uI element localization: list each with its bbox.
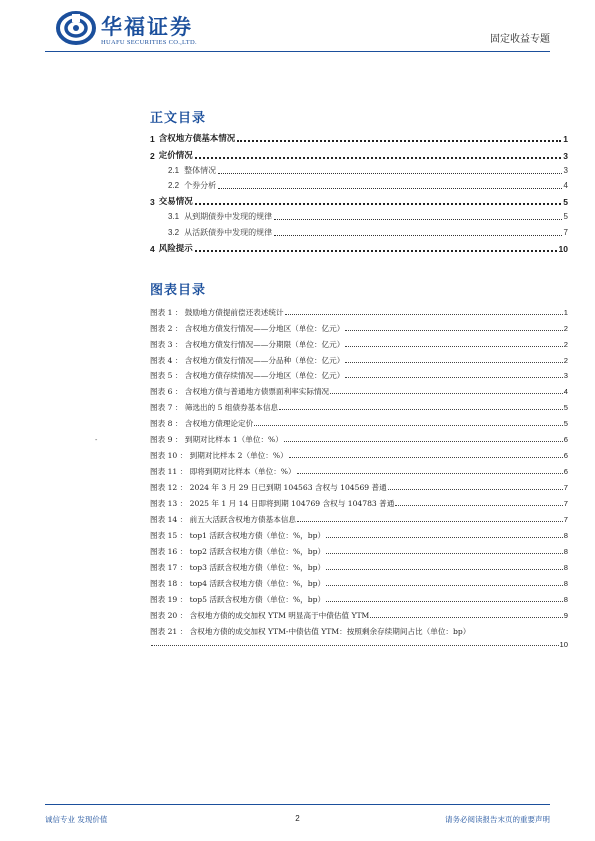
dot-leader	[195, 203, 562, 205]
dot-leader	[274, 235, 561, 236]
toc-item[interactable]	[168, 209, 568, 223]
dot-leader	[330, 393, 563, 394]
huafu-logo-icon	[56, 10, 96, 46]
toc-item-text: 定价情况	[158, 151, 193, 161]
dot-leader	[345, 362, 562, 363]
toc-item[interactable]	[150, 241, 568, 255]
toc-item-page: 4	[563, 181, 568, 190]
figure-item[interactable]	[150, 575, 568, 589]
figure-item-label: 图表 16 ： top2 活跃含权地方债（单位：%，bp）	[150, 547, 326, 556]
page-header	[0, 0, 595, 60]
figure-item-page: 7	[563, 515, 568, 524]
toc-item[interactable]	[168, 163, 568, 177]
dot-leader	[345, 377, 562, 378]
toc-title: 正文目录	[150, 111, 207, 126]
dot-leader	[345, 346, 562, 347]
figure-item-label: 图表 17 ： top3 活跃含权地方债（单位：%，bp）	[150, 563, 326, 572]
toc-item-text: 风险提示	[158, 244, 193, 254]
figure-item-label: 图表 4 ： 含权地方债发行情况——分品种（单位：亿元）	[150, 356, 345, 365]
figure-item[interactable]	[150, 623, 568, 637]
toc-item[interactable]	[150, 131, 568, 145]
figure-item-continuation	[150, 637, 568, 649]
dot-leader	[345, 330, 562, 331]
dot-leader	[326, 569, 563, 570]
toc-item-page: 3	[563, 151, 568, 161]
figure-item-page: 10	[559, 640, 568, 649]
figure-item-page: 4	[563, 387, 568, 396]
toc-item-number: 1	[150, 134, 155, 144]
footer-disclaimer: 请务必阅读报告末页的重要声明	[445, 815, 550, 824]
figure-item[interactable]	[150, 304, 568, 318]
figure-item-label: 图表 1 ： 鼓励地方债提前偿还表述统计	[150, 308, 284, 317]
toc-item-number: 4	[150, 244, 155, 254]
dot-leader	[297, 521, 563, 522]
toc-item[interactable]	[168, 178, 568, 192]
figure-item[interactable]	[150, 399, 568, 413]
dot-leader	[326, 537, 563, 538]
figure-item[interactable]	[150, 607, 568, 621]
figure-item[interactable]	[150, 336, 568, 350]
toc-item-text: 整体情况	[184, 166, 217, 175]
toc-item-text: 个券分析	[184, 181, 217, 190]
report-type: 固定收益专题	[490, 34, 550, 45]
figure-item-page: 6	[563, 467, 568, 476]
toc-item-number: 3	[150, 197, 155, 207]
logo-chinese-name: 华福证券	[101, 14, 193, 39]
dot-leader	[297, 473, 563, 474]
toc-item-text: 交易情况	[158, 197, 193, 207]
figure-item-page: 8	[563, 595, 568, 604]
dot-leader	[237, 140, 561, 142]
figure-item-page: 6	[563, 435, 568, 444]
dot-leader	[254, 425, 563, 426]
toc-item-number: 2.2	[168, 181, 180, 190]
figure-item[interactable]	[150, 591, 568, 605]
dot-leader	[218, 188, 561, 189]
figure-item-label: 图表 21 ： 含权地方债的成交加权 YTM-中债估值 YTM：按照剩余存续期间占比（单位：bp）	[150, 627, 471, 636]
dot-leader	[274, 219, 561, 220]
dot-leader	[195, 250, 557, 252]
figure-item-label: 图表 6 ： 含权地方债与普通地方债票面利率实际情况	[150, 387, 330, 396]
figure-item[interactable]	[150, 383, 568, 397]
logo-english-name: HUAFU SECURITIES CO.,LTD.	[101, 39, 197, 46]
toc-item-text: 从活跃债券中发现的规律	[184, 228, 273, 237]
dot-leader	[326, 553, 563, 554]
dot-leader	[285, 314, 563, 315]
figure-item-label: 图表 20 ： 含权地方债的成交加权 YTM 明显高于中债估值 YTM	[150, 611, 370, 620]
figure-item-page: 5	[563, 419, 568, 428]
company-logo	[56, 10, 296, 50]
toc-item-page: 7	[563, 228, 568, 237]
figure-item[interactable]	[150, 415, 568, 429]
figure-item-page: 8	[563, 563, 568, 572]
figure-item-page: 8	[563, 531, 568, 540]
figure-item[interactable]	[150, 559, 568, 573]
toc-item-number: 3.2	[168, 228, 180, 237]
figure-item[interactable]	[150, 527, 568, 541]
figure-item[interactable]	[150, 511, 568, 525]
dot-leader	[279, 409, 563, 410]
figure-item-page: 7	[563, 499, 568, 508]
figure-item[interactable]	[150, 367, 568, 381]
toc-item-number: 3.1	[168, 212, 180, 221]
figure-item-page: 3	[563, 371, 568, 380]
figure-item-label: 图表 3 ： 含权地方债发行情况——分期限（单位：亿元）	[150, 340, 345, 349]
header-divider	[45, 51, 550, 52]
figure-item-label: 图表 5 ： 含权地方债存续情况——分地区（单位：亿元）	[150, 371, 345, 380]
toc-item[interactable]	[150, 194, 568, 208]
figure-item-label: 图表 12 ： 2024 年 3 月 29 日已到期 104563 含权与 104569 普通	[150, 483, 387, 492]
page-number: 2	[295, 814, 300, 823]
figure-item[interactable]	[150, 431, 568, 445]
figure-item-page: 9	[563, 611, 568, 620]
toc-item-page: 3	[563, 166, 568, 175]
figure-item-page: 8	[563, 579, 568, 588]
figure-item-page: 6	[563, 451, 568, 460]
figure-item[interactable]	[150, 352, 568, 366]
footer-divider	[45, 804, 550, 805]
figure-item[interactable]	[150, 479, 568, 493]
figure-item-page: 2	[563, 356, 568, 365]
figure-item[interactable]	[150, 320, 568, 334]
dot-leader	[289, 457, 563, 458]
figure-item[interactable]	[150, 463, 568, 477]
figure-item-label: 图表 14 ： 前五大活跃含权地方债基本信息	[150, 515, 296, 524]
figure-item-page: 8	[563, 547, 568, 556]
figure-item[interactable]	[150, 495, 568, 509]
toc-item-text: 含权地方债基本情况	[158, 134, 236, 144]
figure-item[interactable]	[150, 447, 568, 461]
figures-title: 图表目录	[150, 283, 207, 298]
figure-item-label: 图表 11 ： 即将到期对比样本（单位：%）	[150, 467, 296, 476]
dot-leader	[326, 585, 563, 586]
figure-item-page: 2	[563, 340, 568, 349]
figure-item-page: 2	[563, 324, 568, 333]
toc-item-text: 从到期债券中发现的规律	[184, 212, 273, 221]
toc-item[interactable]	[168, 225, 568, 239]
figure-item[interactable]	[150, 543, 568, 557]
figure-item-label: 图表 19 ： top5 活跃含权地方债（单位：%，bp）	[150, 595, 326, 604]
toc-item-page: 5	[563, 197, 568, 207]
figure-item-label: 图表 8 ： 含权地方债理论定价	[150, 419, 254, 428]
dot-leader	[370, 617, 562, 618]
toc-item-page: 10	[558, 244, 568, 254]
figure-item-label: 图表 13 ： 2025 年 1 月 14 日即将到期 104769 含权与 104783 普通	[150, 499, 395, 508]
toc-item[interactable]	[150, 148, 568, 162]
toc-item-page: 5	[563, 212, 568, 221]
figure-item-label: 图表 15 ： top1 活跃含权地方债（单位：%，bp）	[150, 531, 326, 540]
dot-leader	[388, 489, 563, 490]
dot-leader	[284, 441, 563, 442]
dot-leader	[218, 173, 561, 174]
stray-mark: -	[95, 436, 98, 444]
figure-item-page: 7	[563, 483, 568, 492]
dot-leader	[395, 505, 562, 506]
figure-item-page: 1	[563, 308, 568, 317]
dot-leader	[195, 157, 562, 159]
dot-leader	[326, 601, 563, 602]
figure-item-label: 图表 9 ： 到期对比样本 1（单位：%）	[150, 435, 283, 444]
figure-item-label: 图表 10 ： 到期对比样本 2（单位：%）	[150, 451, 288, 460]
footer-slogan: 诚信专业 发现价值	[45, 815, 108, 824]
dot-leader	[151, 645, 559, 646]
figure-item-label: 图表 7 ： 筛选出的 5 组债券基本信息	[150, 403, 279, 412]
toc-item-number: 2	[150, 151, 155, 161]
figure-item-page: 5	[563, 403, 568, 412]
toc-item-number: 2.1	[168, 166, 180, 175]
figure-item-label: 图表 2 ： 含权地方债发行情况——分地区（单位：亿元）	[150, 324, 345, 333]
toc-item-page: 1	[563, 134, 568, 144]
figure-item-label: 图表 18 ： top4 活跃含权地方债（单位：%，bp）	[150, 579, 326, 588]
